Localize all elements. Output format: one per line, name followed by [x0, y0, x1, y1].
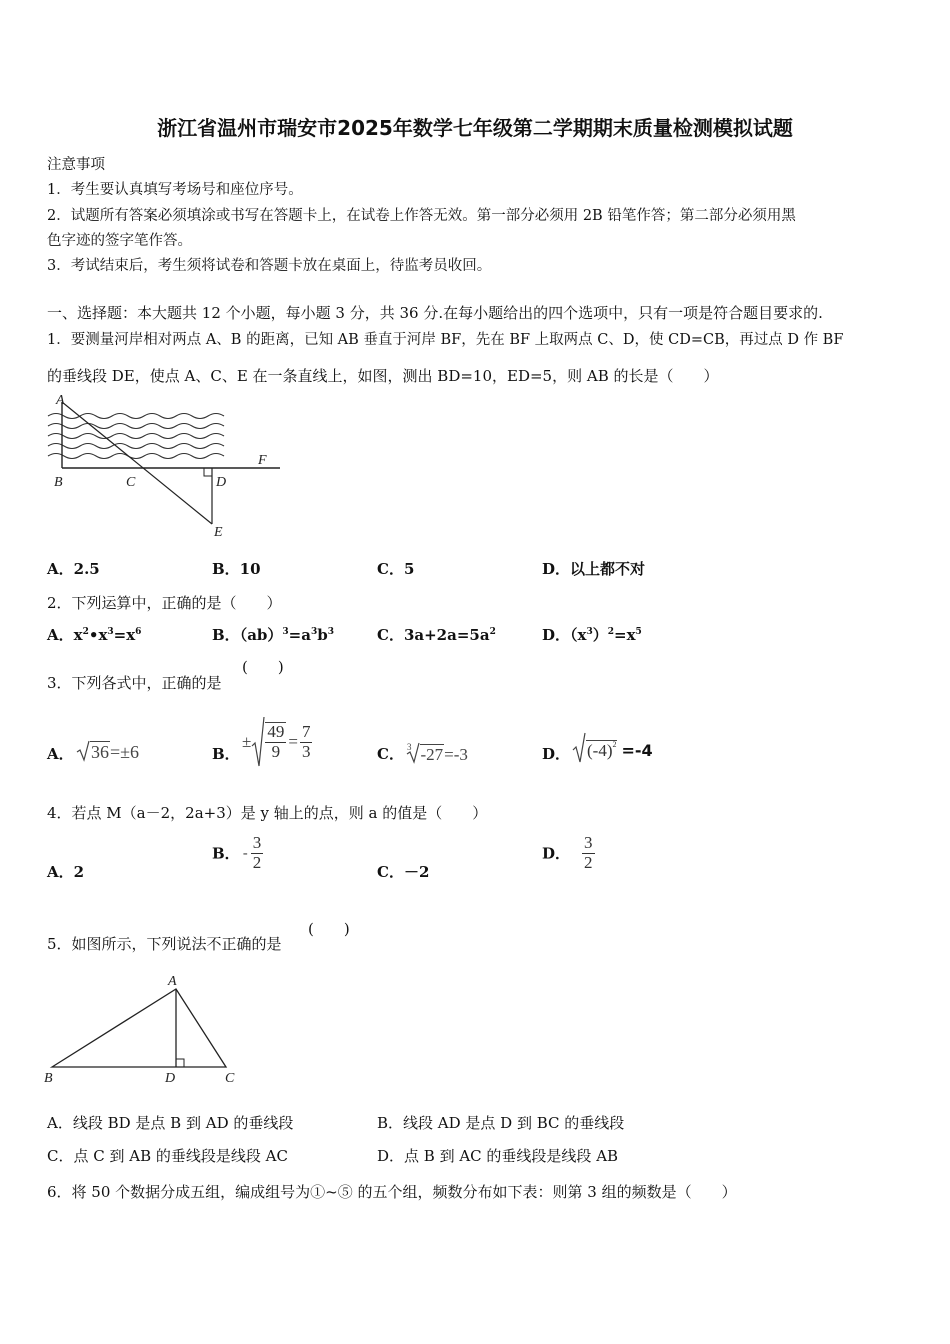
section-heading: 一、选择题：本大题共 12 个小题，每小题 3 分，共 36 分.在每小题给出的四个选项中，只有一项是符合题目要求的.: [47, 304, 823, 322]
q2-option-b[interactable]: B．$(ab)^3=a^3b^3$: [212, 626, 334, 644]
q3-option-a-label[interactable]: A．: [47, 745, 74, 763]
q1-option-d[interactable]: D．以上都不对: [542, 560, 646, 578]
label-d: D: [165, 1071, 176, 1086]
q2-option-c[interactable]: C．$3a+2a=5a^2$: [377, 626, 496, 644]
label-b: B: [44, 1071, 53, 1086]
q4-option-b[interactable]: B． - $\frac{3}{2}$: [212, 833, 262, 872]
q1-option-b[interactable]: B．10: [212, 560, 261, 578]
cube-root-icon: [406, 742, 420, 764]
label-d: D: [216, 475, 227, 490]
right-angle-mark: [204, 468, 212, 476]
q3-option-b-expr[interactable]: ± $\frac{49}{9}$ = $\frac{7}{3}$: [242, 716, 312, 768]
q1-river-figure: [44, 390, 284, 540]
label-a: A: [56, 393, 65, 408]
q2-stem: 2．下列运算中，正确的是（ ）: [47, 594, 282, 612]
label-a: A: [168, 974, 177, 989]
q1-stem-line2: 的垂线段 DE，使点 A、C、E 在一条直线上，如图，测出 BD=10，ED=5，则 AB 的长是（ ）: [47, 367, 719, 385]
q3-stem: 3．下列各式中，正确的是: [47, 674, 222, 692]
q3-option-d-label[interactable]: D．: [542, 745, 571, 763]
q5-option-a[interactable]: A．线段 BD 是点 B 到 AD 的垂线段: [47, 1114, 294, 1132]
label-e: E: [214, 525, 223, 540]
notice-item-2: 2．试题所有答案必须填涂或书写在答题卡上，在试卷上作答无效。第一部分必须用 2B 铅笔作答；第二部分必须用黑: [47, 208, 796, 224]
q4-stem: 4．若点 M（a－2，2a+3）是 y 轴上的点，则 a 的值是（ ）: [47, 804, 488, 822]
river-waves: [48, 414, 224, 459]
q4-option-a[interactable]: A．2: [47, 863, 85, 881]
q5-option-d[interactable]: D．点 B 到 AC 的垂线段是线段 AB: [377, 1147, 619, 1165]
line-ace: [62, 402, 212, 524]
q1-stem-line1: 1．要测量河岸相对两点 A、B 的距离，已知 AB 垂直于河岸 BF，先在 BF 上取两点 C、D，使 CD=CB，再过点 D 作 BF: [47, 332, 844, 348]
q5-triangle-figure: [40, 968, 250, 1088]
exam-title: 浙江省温州市瑞安市2025年数学七年级第二学期期末质量检测模拟试题: [157, 116, 793, 140]
notice-heading: 注意事项: [47, 157, 105, 173]
q6-stem: 6．将 50 个数据分成五组，编成组号为①~⑤ 的五个组，频数分布如下表：则第 3 组的频数是（ ）: [47, 1183, 737, 1201]
right-angle-mark: [176, 1059, 184, 1067]
triangle-abc: [52, 989, 226, 1067]
q4-option-c[interactable]: C．－2: [377, 863, 430, 881]
q2-option-d[interactable]: D．$(x^3)^2=x^5$: [542, 626, 642, 644]
sqrt-icon: [572, 732, 586, 764]
q3-paren: ( ): [242, 658, 284, 676]
notice-item-2-cont: 色字迹的签字笔作答。: [47, 233, 192, 249]
q1-option-a[interactable]: A．2.5: [47, 560, 100, 578]
notice-item-3: 3．考试结束后，考生须将试卷和答题卡放在桌面上，待监考员收回。: [47, 258, 492, 274]
q3-option-c-expr[interactable]: $^3$ -27=-3: [407, 742, 468, 764]
q5-option-c[interactable]: C．点 C 到 AB 的垂线段是线段 AC: [47, 1147, 288, 1165]
notice-item-1: 1．考生要认真填写考场号和座位序号。: [47, 182, 303, 198]
sqrt-icon: [251, 716, 265, 768]
label-f: F: [258, 453, 267, 468]
q3-option-b-label[interactable]: B．: [212, 745, 240, 763]
q5-option-b[interactable]: B．线段 AD 是点 D 到 BC 的垂线段: [377, 1114, 625, 1132]
q5-stem: 5．如图所示，下列说法不正确的是: [47, 935, 282, 953]
q5-paren: ( ): [308, 920, 350, 938]
q3-option-a-expr[interactable]: 36=±6: [76, 740, 139, 763]
label-c: C: [225, 1071, 235, 1086]
sqrt-icon: [76, 740, 90, 762]
label-b: B: [54, 475, 63, 490]
q3-option-c-label[interactable]: C．: [377, 745, 404, 763]
q4-option-d[interactable]: D． $\frac{3}{2}$: [542, 833, 593, 872]
label-c: C: [126, 475, 136, 490]
q1-option-c[interactable]: C．5: [377, 560, 415, 578]
q2-option-a[interactable]: A．$x^2•x^3=x^6$: [47, 626, 142, 644]
q3-option-d-expr[interactable]: $(-4)^2 =-4$: [572, 732, 653, 764]
